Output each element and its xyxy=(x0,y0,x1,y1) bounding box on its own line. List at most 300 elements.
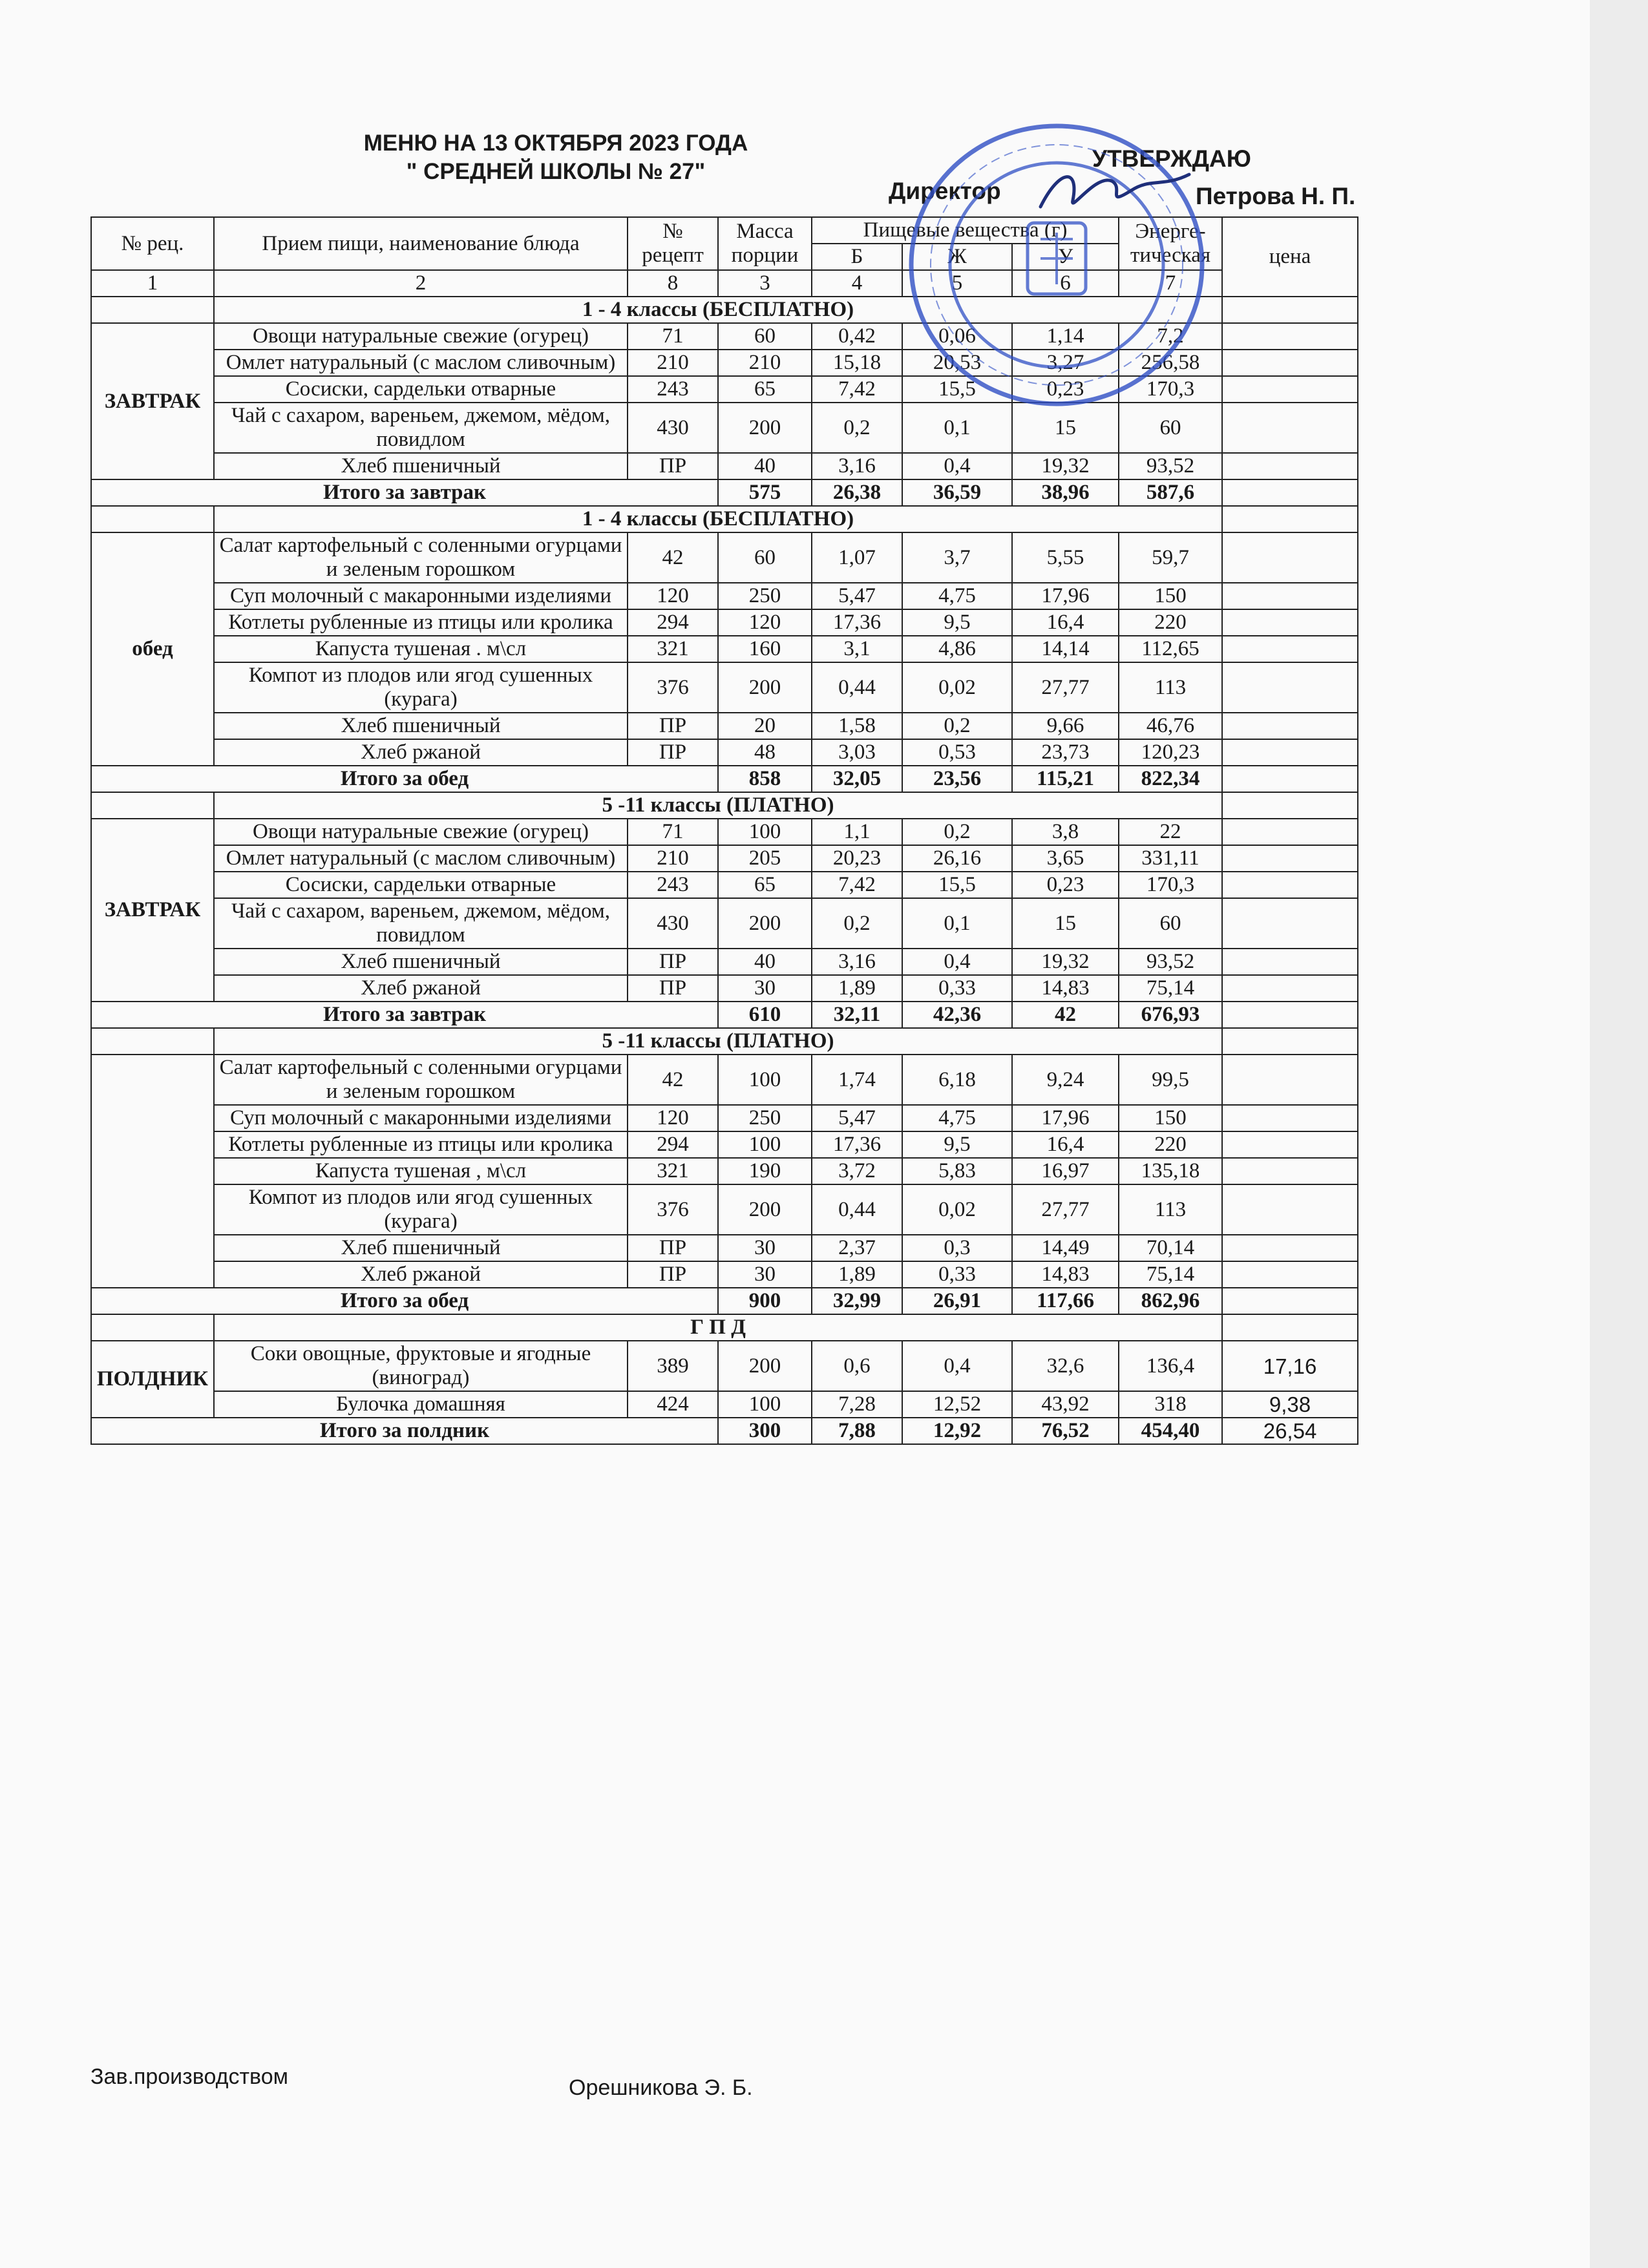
cell-u: 9,24 xyxy=(1012,1055,1119,1105)
cell-u: 14,83 xyxy=(1012,1261,1119,1288)
cell-b: 0,2 xyxy=(812,898,902,949)
cell-mass: 100 xyxy=(718,1131,812,1158)
cell-price xyxy=(1222,1184,1358,1235)
cell-b: 7,42 xyxy=(812,376,902,403)
cell-mass: 200 xyxy=(718,662,812,713)
cell-u: 15 xyxy=(1012,898,1119,949)
dish-name: Хлеб ржаной xyxy=(214,739,628,766)
school-stamp xyxy=(902,110,1212,420)
total-label: Итого за завтрак xyxy=(91,479,718,506)
cell-b: 1,89 xyxy=(812,975,902,1002)
cell-zh: 12,52 xyxy=(902,1391,1012,1418)
cell-energy: 256,58 xyxy=(1119,350,1222,376)
cell-b: 0,2 xyxy=(812,403,902,453)
dish-name: Суп молочный с макаронными изделиями xyxy=(214,583,628,609)
table-row xyxy=(91,819,1358,845)
director-label: Директор xyxy=(889,178,1001,204)
table-row xyxy=(91,1158,1358,1184)
cell-mass: 200 xyxy=(718,403,812,453)
section-spacer xyxy=(1222,1314,1358,1341)
cell-zh: 0,06 xyxy=(902,323,1012,350)
cell-zh: 0,02 xyxy=(902,1184,1012,1235)
table-row xyxy=(91,1261,1358,1288)
cell-b: 20,23 xyxy=(812,845,902,872)
table-row xyxy=(91,1105,1358,1131)
cell-b: 0,44 xyxy=(812,662,902,713)
footer-name: Орешникова Э. Б. xyxy=(569,2075,753,2100)
total-zh: 42,36 xyxy=(902,1002,1012,1028)
cell-price xyxy=(1222,1105,1358,1131)
cell-energy: 170,3 xyxy=(1119,376,1222,403)
table-row xyxy=(91,1341,1358,1391)
cell-price xyxy=(1222,872,1358,898)
meal-label: ЗАВТРАК xyxy=(91,819,214,1002)
cell-energy: 7,2 xyxy=(1119,323,1222,350)
cell-energy: 93,52 xyxy=(1119,949,1222,975)
cell-energy: 135,18 xyxy=(1119,1158,1222,1184)
total-energy: 676,93 xyxy=(1119,1002,1222,1028)
table-row xyxy=(91,949,1358,975)
col-number: 6 xyxy=(1012,270,1119,297)
dish-name: Омлет натуральный (с маслом сливочным) xyxy=(214,350,628,376)
dish-name: Компот из плодов или ягод сушенных (курага) xyxy=(214,662,628,713)
cell-mass: 100 xyxy=(718,1391,812,1418)
cell-energy: 220 xyxy=(1119,1131,1222,1158)
col-mass: Масса порции xyxy=(718,217,812,270)
total-energy: 454,40 xyxy=(1119,1418,1222,1444)
total-b: 32,05 xyxy=(812,766,902,792)
cell-price xyxy=(1222,739,1358,766)
total-b: 26,38 xyxy=(812,479,902,506)
cell-price xyxy=(1222,532,1358,583)
total-u: 38,96 xyxy=(1012,479,1119,506)
cell-price xyxy=(1222,376,1358,403)
dish-name: Хлеб пшеничный xyxy=(214,949,628,975)
menu-title xyxy=(271,129,840,186)
cell-u: 43,92 xyxy=(1012,1391,1119,1418)
cell-u: 16,4 xyxy=(1012,1131,1119,1158)
cell-energy: 70,14 xyxy=(1119,1235,1222,1261)
cell-zh: 0,1 xyxy=(902,898,1012,949)
section-spacer xyxy=(91,792,214,819)
cell-u: 1,14 xyxy=(1012,323,1119,350)
cell-price xyxy=(1222,323,1358,350)
table-row xyxy=(91,1131,1358,1158)
dish-name: Хлеб пшеничный xyxy=(214,453,628,479)
cell-mass: 200 xyxy=(718,1341,812,1391)
section-spacer xyxy=(1222,297,1358,323)
col-number: 8 xyxy=(628,270,718,297)
cell-price xyxy=(1222,975,1358,1002)
cell-u: 3,27 xyxy=(1012,350,1119,376)
col-nutrients: Пищевые вещества (г) xyxy=(812,217,1119,244)
cell-zh: 4,75 xyxy=(902,1105,1012,1131)
col-rec-no: № рец. xyxy=(91,217,214,270)
section-spacer xyxy=(91,1314,214,1341)
total-row xyxy=(91,1002,1358,1028)
cell-mass: 30 xyxy=(718,975,812,1002)
col-b: Б xyxy=(812,244,902,270)
cell-energy: 59,7 xyxy=(1119,532,1222,583)
cell-u: 17,96 xyxy=(1012,583,1119,609)
cell-mass: 30 xyxy=(718,1235,812,1261)
section-spacer xyxy=(91,1028,214,1055)
dish-name: Чай с сахаром, вареньем, джемом, мёдом, повидлом xyxy=(214,898,628,949)
cell-energy: 150 xyxy=(1119,583,1222,609)
cell-recipe: 376 xyxy=(628,662,718,713)
dish-name: Овощи натуральные свежие (огурец) xyxy=(214,819,628,845)
dish-name: Капуста тушеная , м\сл xyxy=(214,1158,628,1184)
cell-mass: 20 xyxy=(718,713,812,739)
cell-mass: 40 xyxy=(718,453,812,479)
cell-mass: 250 xyxy=(718,1105,812,1131)
cell-energy: 331,11 xyxy=(1119,845,1222,872)
total-b: 7,88 xyxy=(812,1418,902,1444)
cell-u: 32,6 xyxy=(1012,1341,1119,1391)
table-row xyxy=(91,845,1358,872)
cell-b: 3,16 xyxy=(812,453,902,479)
cell-zh: 15,5 xyxy=(902,376,1012,403)
cell-zh: 20,53 xyxy=(902,350,1012,376)
cell-energy: 113 xyxy=(1119,1184,1222,1235)
cell-mass: 100 xyxy=(718,819,812,845)
cell-recipe: 120 xyxy=(628,583,718,609)
cell-price xyxy=(1222,636,1358,662)
cell-zh: 0,2 xyxy=(902,713,1012,739)
cell-b: 3,16 xyxy=(812,949,902,975)
cell-price xyxy=(1222,583,1358,609)
cell-energy: 220 xyxy=(1119,609,1222,636)
cell-zh: 0,2 xyxy=(902,819,1012,845)
scan-edge xyxy=(1590,0,1648,2268)
cell-mass: 30 xyxy=(718,1261,812,1288)
cell-b: 7,28 xyxy=(812,1391,902,1418)
section-title: 5 -11 классы (ПЛАТНО) xyxy=(214,792,1222,819)
table-row xyxy=(91,1184,1358,1235)
cell-recipe: 294 xyxy=(628,609,718,636)
cell-zh: 0,53 xyxy=(902,739,1012,766)
total-u: 42 xyxy=(1012,1002,1119,1028)
cell-recipe: 389 xyxy=(628,1341,718,1391)
section-spacer xyxy=(91,297,214,323)
cell-zh: 0,4 xyxy=(902,453,1012,479)
cell-recipe: 42 xyxy=(628,1055,718,1105)
total-u: 76,52 xyxy=(1012,1418,1119,1444)
cell-recipe: 210 xyxy=(628,350,718,376)
section-row xyxy=(91,1028,1358,1055)
dish-name: Хлеб ржаной xyxy=(214,975,628,1002)
cell-mass: 200 xyxy=(718,1184,812,1235)
cell-b: 1,07 xyxy=(812,532,902,583)
col-number: 1 xyxy=(91,270,214,297)
col-number: 5 xyxy=(902,270,1012,297)
cell-recipe: 376 xyxy=(628,1184,718,1235)
cell-zh: 4,75 xyxy=(902,583,1012,609)
dish-name: Суп молочный с макаронными изделиями xyxy=(214,1105,628,1131)
cell-zh: 0,4 xyxy=(902,949,1012,975)
cell-mass: 120 xyxy=(718,609,812,636)
cell-price xyxy=(1222,609,1358,636)
cell-recipe: 294 xyxy=(628,1131,718,1158)
director-signature xyxy=(1034,162,1196,220)
cell-price xyxy=(1222,662,1358,713)
total-label: Итого за обед xyxy=(91,766,718,792)
total-zh: 26,91 xyxy=(902,1288,1012,1314)
cell-u: 16,97 xyxy=(1012,1158,1119,1184)
table-row xyxy=(91,662,1358,713)
cell-price xyxy=(1222,1158,1358,1184)
table-row xyxy=(91,1055,1358,1105)
cell-energy: 75,14 xyxy=(1119,975,1222,1002)
dish-name: Капуста тушеная . м\сл xyxy=(214,636,628,662)
cell-u: 23,73 xyxy=(1012,739,1119,766)
cell-u: 15 xyxy=(1012,403,1119,453)
total-row xyxy=(91,479,1358,506)
meal-label: ЗАВТРАК xyxy=(91,323,214,479)
cell-recipe: 321 xyxy=(628,1158,718,1184)
cell-mass: 210 xyxy=(718,350,812,376)
cell-b: 5,47 xyxy=(812,1105,902,1131)
cell-b: 17,36 xyxy=(812,609,902,636)
cell-recipe: ПР xyxy=(628,453,718,479)
total-zh: 23,56 xyxy=(902,766,1012,792)
dish-name: Салат картофельный с соленными огурцами и зеленым горошком xyxy=(214,532,628,583)
table-row xyxy=(91,453,1358,479)
total-mass: 610 xyxy=(718,1002,812,1028)
cell-price xyxy=(1222,1235,1358,1261)
total-label: Итого за полдник xyxy=(91,1418,718,1444)
table-row xyxy=(91,872,1358,898)
cell-energy: 99,5 xyxy=(1119,1055,1222,1105)
section-title: 5 -11 классы (ПЛАТНО) xyxy=(214,1028,1222,1055)
cell-u: 27,77 xyxy=(1012,662,1119,713)
cell-energy: 46,76 xyxy=(1119,713,1222,739)
col-number: 4 xyxy=(812,270,902,297)
cell-zh: 5,83 xyxy=(902,1158,1012,1184)
cell-recipe: 120 xyxy=(628,1105,718,1131)
cell-recipe: ПР xyxy=(628,713,718,739)
total-zh: 36,59 xyxy=(902,479,1012,506)
cell-energy: 22 xyxy=(1119,819,1222,845)
total-energy: 822,34 xyxy=(1119,766,1222,792)
cell-energy: 120,23 xyxy=(1119,739,1222,766)
total-price xyxy=(1222,479,1358,506)
table-row xyxy=(91,609,1358,636)
cell-u: 14,49 xyxy=(1012,1235,1119,1261)
cell-recipe: ПР xyxy=(628,975,718,1002)
dish-name: Компот из плодов или ягод сушенных (курага) xyxy=(214,1184,628,1235)
col-number: 2 xyxy=(214,270,628,297)
menu-title-line2: " СРЕДНЕЙ ШКОЛЫ № 27" xyxy=(406,159,706,184)
cell-zh: 9,5 xyxy=(902,1131,1012,1158)
menu-title-line1: МЕНЮ НА 13 ОКТЯБРЯ 2023 ГОДА xyxy=(363,131,748,156)
cell-u: 0,23 xyxy=(1012,872,1119,898)
cell-b: 7,42 xyxy=(812,872,902,898)
table-row xyxy=(91,1235,1358,1261)
cell-zh: 9,5 xyxy=(902,609,1012,636)
meal-label xyxy=(91,1055,214,1288)
cell-mass: 65 xyxy=(718,376,812,403)
cell-b: 15,18 xyxy=(812,350,902,376)
total-mass: 575 xyxy=(718,479,812,506)
section-title: Г П Д xyxy=(214,1314,1222,1341)
cell-mass: 60 xyxy=(718,532,812,583)
cell-zh: 26,16 xyxy=(902,845,1012,872)
cell-u: 3,8 xyxy=(1012,819,1119,845)
cell-mass: 65 xyxy=(718,872,812,898)
cell-price xyxy=(1222,819,1358,845)
stamp-emblem-detail xyxy=(1041,233,1073,284)
cell-zh: 0,33 xyxy=(902,975,1012,1002)
cell-mass: 48 xyxy=(718,739,812,766)
dish-name: Хлеб пшеничный xyxy=(214,713,628,739)
cell-price: 17,16 xyxy=(1222,1341,1358,1391)
cell-b: 1,89 xyxy=(812,1261,902,1288)
cell-b: 0,44 xyxy=(812,1184,902,1235)
total-row xyxy=(91,1288,1358,1314)
cell-mass: 190 xyxy=(718,1158,812,1184)
cell-b: 3,03 xyxy=(812,739,902,766)
cell-zh: 0,1 xyxy=(902,403,1012,453)
cell-b: 0,6 xyxy=(812,1341,902,1391)
cell-price: 9,38 xyxy=(1222,1391,1358,1418)
col-zh: Ж xyxy=(902,244,1012,270)
cell-zh: 0,3 xyxy=(902,1235,1012,1261)
cell-recipe: ПР xyxy=(628,739,718,766)
cell-price xyxy=(1222,845,1358,872)
cell-zh: 6,18 xyxy=(902,1055,1012,1105)
total-price xyxy=(1222,1002,1358,1028)
cell-mass: 205 xyxy=(718,845,812,872)
director-name: Петрова Н. П. xyxy=(1196,183,1356,209)
total-row xyxy=(91,1418,1358,1444)
dish-name: Хлеб пшеничный xyxy=(214,1235,628,1261)
total-u: 117,66 xyxy=(1012,1288,1119,1314)
cell-mass: 200 xyxy=(718,898,812,949)
total-mass: 300 xyxy=(718,1418,812,1444)
cell-u: 17,96 xyxy=(1012,1105,1119,1131)
cell-recipe: 424 xyxy=(628,1391,718,1418)
dish-name: Соки овощные, фруктовые и ягодные (виноград) xyxy=(214,1341,628,1391)
dish-name: Салат картофельный с соленными огурцами и зеленым горошком xyxy=(214,1055,628,1105)
cell-energy: 75,14 xyxy=(1119,1261,1222,1288)
cell-u: 19,32 xyxy=(1012,949,1119,975)
cell-price xyxy=(1222,350,1358,376)
table-row xyxy=(91,532,1358,583)
dish-name: Сосиски, сардельки отварные xyxy=(214,376,628,403)
cell-b: 1,1 xyxy=(812,819,902,845)
table-row xyxy=(91,1391,1358,1418)
cell-price xyxy=(1222,898,1358,949)
total-price: 26,54 xyxy=(1222,1418,1358,1444)
dish-name: Омлет натуральный (с маслом сливочным) xyxy=(214,845,628,872)
cell-mass: 100 xyxy=(718,1055,812,1105)
cell-u: 9,66 xyxy=(1012,713,1119,739)
cell-recipe: 42 xyxy=(628,532,718,583)
total-price xyxy=(1222,1288,1358,1314)
cell-recipe: 430 xyxy=(628,403,718,453)
footer-position: Зав.производством xyxy=(90,2064,288,2089)
col-dish: Прием пищи, наименование блюда xyxy=(214,217,628,270)
total-energy: 587,6 xyxy=(1119,479,1222,506)
section-title: 1 - 4 классы (БЕСПЛАТНО) xyxy=(214,297,1222,323)
dish-name: Овощи натуральные свежие (огурец) xyxy=(214,323,628,350)
table-row xyxy=(91,739,1358,766)
table-row xyxy=(91,713,1358,739)
cell-u: 27,77 xyxy=(1012,1184,1119,1235)
total-zh: 12,92 xyxy=(902,1418,1012,1444)
meal-label: обед xyxy=(91,532,214,766)
total-label: Итого за завтрак xyxy=(91,1002,718,1028)
cell-recipe: 430 xyxy=(628,898,718,949)
total-energy: 862,96 xyxy=(1119,1288,1222,1314)
cell-zh: 4,86 xyxy=(902,636,1012,662)
cell-u: 14,14 xyxy=(1012,636,1119,662)
dish-name: Сосиски, сардельки отварные xyxy=(214,872,628,898)
section-spacer xyxy=(1222,506,1358,532)
cell-mass: 40 xyxy=(718,949,812,975)
cell-u: 16,4 xyxy=(1012,609,1119,636)
cell-mass: 60 xyxy=(718,323,812,350)
col-recipe: № рецепт xyxy=(628,217,718,270)
cell-energy: 113 xyxy=(1119,662,1222,713)
cell-u: 3,65 xyxy=(1012,845,1119,872)
cell-b: 3,72 xyxy=(812,1158,902,1184)
cell-b: 0,42 xyxy=(812,323,902,350)
col-u: У xyxy=(1012,244,1119,270)
cell-price xyxy=(1222,1131,1358,1158)
cell-zh: 0,02 xyxy=(902,662,1012,713)
section-row xyxy=(91,506,1358,532)
section-row xyxy=(91,1314,1358,1341)
total-b: 32,99 xyxy=(812,1288,902,1314)
cell-recipe: ПР xyxy=(628,1261,718,1288)
table-row xyxy=(91,636,1358,662)
cell-energy: 136,4 xyxy=(1119,1341,1222,1391)
cell-price xyxy=(1222,949,1358,975)
dish-name: Чай с сахаром, вареньем, джемом, мёдом, повидлом xyxy=(214,403,628,453)
table-row xyxy=(91,583,1358,609)
col-number: 7 xyxy=(1119,270,1222,297)
dish-name: Хлеб ржаной xyxy=(214,1261,628,1288)
cell-b: 5,47 xyxy=(812,583,902,609)
cell-u: 19,32 xyxy=(1012,453,1119,479)
total-row xyxy=(91,766,1358,792)
cell-price xyxy=(1222,1261,1358,1288)
cell-recipe: 71 xyxy=(628,323,718,350)
cell-b: 1,74 xyxy=(812,1055,902,1105)
total-mass: 858 xyxy=(718,766,812,792)
cell-energy: 170,3 xyxy=(1119,872,1222,898)
col-number: 3 xyxy=(718,270,812,297)
table-row xyxy=(91,898,1358,949)
cell-recipe: ПР xyxy=(628,1235,718,1261)
cell-zh: 15,5 xyxy=(902,872,1012,898)
cell-recipe: 210 xyxy=(628,845,718,872)
col-energy: Энерге-тическая xyxy=(1119,217,1222,270)
cell-zh: 3,7 xyxy=(902,532,1012,583)
dish-name: Булочка домашняя xyxy=(214,1391,628,1418)
total-mass: 900 xyxy=(718,1288,812,1314)
cell-b: 1,58 xyxy=(812,713,902,739)
section-spacer xyxy=(1222,1028,1358,1055)
cell-energy: 93,52 xyxy=(1119,453,1222,479)
cell-zh: 0,4 xyxy=(902,1341,1012,1391)
total-price xyxy=(1222,766,1358,792)
cell-recipe: 243 xyxy=(628,376,718,403)
cell-mass: 250 xyxy=(718,583,812,609)
cell-u: 0,23 xyxy=(1012,376,1119,403)
